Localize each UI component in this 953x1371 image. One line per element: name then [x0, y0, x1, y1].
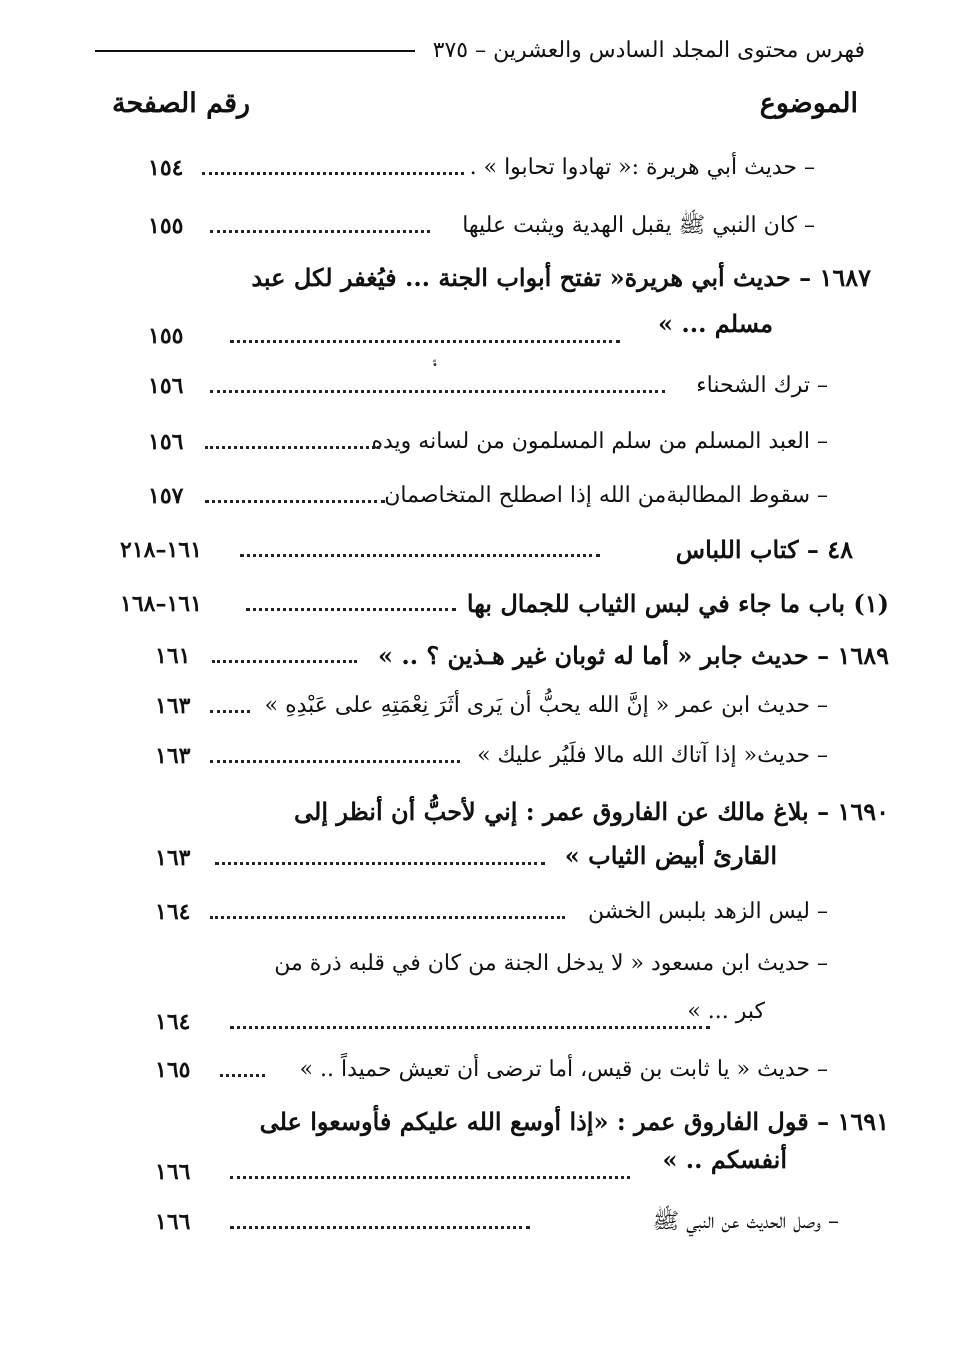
index-entry-book: [110, 528, 883, 572]
leader-dots: [246, 608, 456, 611]
leader-dots: [210, 390, 665, 393]
entry-title: – حديث أبي هريرة :« تهادوا تحابوا » .: [469, 155, 815, 180]
ink-speck: •ّ: [432, 360, 438, 371]
index-entry: [110, 364, 883, 408]
page-number: ١٥٦: [148, 373, 184, 399]
leader-dots: [210, 916, 565, 919]
entry-title: – كان النبي ﷺ يقبل الهدية ويثبت عليها: [462, 213, 815, 238]
leader-dots: [202, 172, 464, 175]
running-title: فهرس محتوى المجلد السادس والعشرين – ٣٧٥: [432, 37, 865, 63]
index-entry: [110, 734, 883, 778]
index-entry: [110, 1048, 883, 1092]
page-number: ١٦٤: [155, 1009, 191, 1035]
entry-title: (١) باب ما جاء في لبس الثياب للجمال بها: [466, 589, 889, 618]
entry-title: – ليس الزهد بلبس الخشن: [588, 899, 828, 924]
leader-dots: [210, 710, 250, 713]
index-entry: [110, 1200, 883, 1244]
leader-dots: [240, 554, 600, 557]
page-number: ١٦١–٢١٨: [120, 537, 202, 563]
index-entry-chapter: [110, 582, 889, 626]
page-number: ١٥٥: [148, 213, 184, 239]
index-entry-page-line: [110, 1150, 883, 1194]
index-entry: [110, 420, 883, 464]
leader-dots: [210, 230, 430, 233]
leader-dots: [220, 1074, 265, 1077]
page-number: ١٦٣: [155, 693, 191, 719]
entry-continuation: أنفسكم .. »: [662, 1145, 787, 1174]
entry-title: – العبد المسلم من سلم المسلمون من لسانه ويده: [371, 429, 828, 454]
leader-dots: [205, 500, 385, 503]
entry-title: – حديث « يا ثابت بن قيس، أما ترضى أن تعيش حميداً .. »: [299, 1057, 828, 1082]
page-number: ١٦٦: [155, 1159, 191, 1185]
entry-title: – وصل الحديث عن النبي ﷺ: [652, 1209, 839, 1234]
entry-title: – سقوط المطالبةمن الله إذا اصطلح المتخاصمان: [384, 483, 828, 508]
entry-title: – حديث« إذا آتاك الله مالا فلَيُر عليك »: [477, 743, 828, 768]
page-number: ١٥٧: [148, 483, 184, 509]
page-number: ١٦١–١٦٨: [120, 591, 202, 617]
index-entry: [110, 474, 883, 518]
index-entry: [110, 684, 883, 728]
page-number: ١٥٤: [148, 155, 184, 181]
index-entry-page-line: [110, 314, 883, 358]
page-number: ١٦٦: [155, 1209, 191, 1235]
running-head: [95, 30, 865, 70]
entry-title: – ترك الشحناء: [696, 373, 828, 398]
page-number: ١٦٥: [155, 1057, 191, 1083]
entry-title: ١٦٨٧ – حديث أبي هريرة« تفتح أبواب الجنة ... فيُغفر لكل عبد: [251, 263, 871, 292]
header-rule: [95, 50, 415, 52]
page-number: ١٦٣: [155, 845, 191, 871]
entry-title: – حديث ابن مسعود « لا يدخل الجنة من كان في قلبه ذرة من: [274, 951, 828, 976]
index-entry-page-line: [110, 1000, 883, 1044]
entry-title: – حديث ابن عمر « إنَّ الله يحبُّ أن يَرى أثَرَ نِعْمَتِهِ على عَبْدِهِ »: [264, 693, 828, 718]
entry-continuation: القارئ أبيض الثياب »: [564, 841, 777, 870]
leader-dots: [210, 760, 460, 763]
entry-title: ١٦٩١ – قول الفاروق عمر : «إذا أوسع الله عليكم فأوسعوا على: [259, 1107, 889, 1136]
page-number: ١٥٥: [148, 323, 184, 349]
index-entry: [110, 204, 883, 248]
index-entry-page-line: [110, 836, 883, 880]
index-entry: [110, 890, 883, 934]
entry-title: ٤٨ – كتاب اللباس: [675, 535, 853, 564]
page-number: ١٦٤: [155, 899, 191, 925]
column-heading-page-number: رقم الصفحة: [112, 88, 251, 119]
page-number: ١٦١: [155, 643, 191, 669]
leader-dots: [212, 660, 357, 663]
index-entry-numbered: [110, 256, 883, 300]
leader-dots: [205, 446, 380, 449]
index-entry-numbered: [110, 634, 889, 678]
entry-continuation: مسلم ... »: [658, 309, 773, 338]
column-heading-subject: الموضوع: [759, 88, 858, 119]
leader-dots: [215, 862, 545, 865]
index-entry: [110, 942, 883, 986]
index-entry-numbered: [110, 790, 889, 834]
leader-dots: [230, 340, 620, 343]
leader-dots: [230, 1176, 630, 1179]
leader-dots: [230, 1226, 530, 1229]
page-number: ١٦٣: [155, 743, 191, 769]
page-number: ١٥٦: [148, 429, 184, 455]
entry-continuation: كبر ... »: [687, 999, 765, 1024]
index-entry: [110, 146, 883, 190]
entry-title: ١٦٨٩ – حديث جابر « أما له ثوبان غير هـذين ؟ .. »: [377, 641, 889, 670]
leader-dots: [230, 1026, 710, 1029]
entry-title: ١٦٩٠ – بلاغ مالك عن الفاروق عمر : إني لأحبُّ أن أنظر إلى: [294, 797, 889, 826]
